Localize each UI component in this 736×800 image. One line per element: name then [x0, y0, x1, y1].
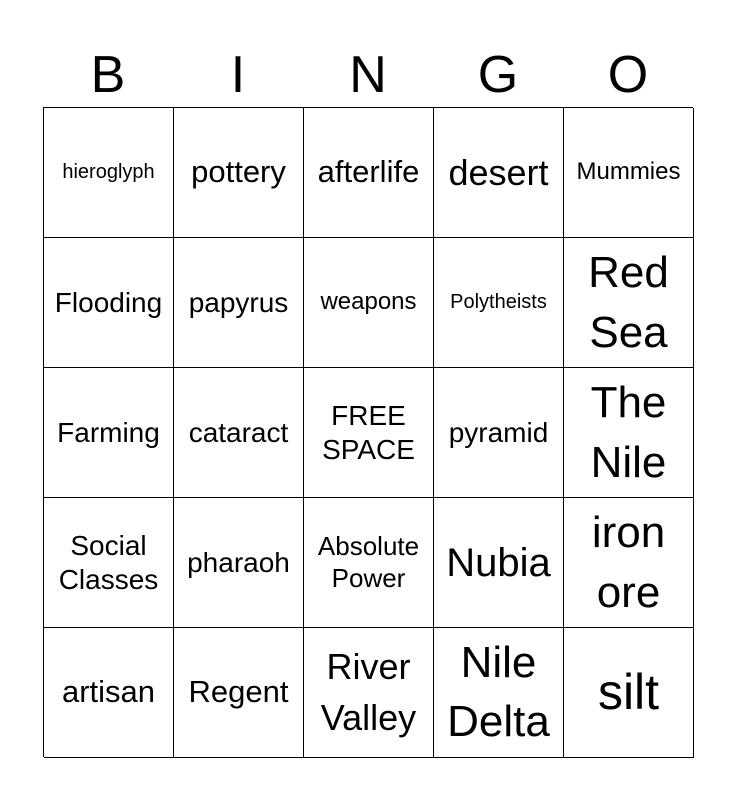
cell-text: Polytheists	[450, 291, 547, 313]
cell-text: hieroglyph	[62, 161, 155, 183]
cell-text: Farming	[57, 416, 160, 448]
bingo-cell[interactable]	[44, 498, 174, 628]
bingo-cell[interactable]	[304, 628, 434, 758]
cell-text: Flooding	[54, 286, 163, 318]
bingo-cell[interactable]	[304, 238, 434, 368]
bingo-cell[interactable]	[564, 498, 694, 628]
cell-text: Social Classes	[58, 529, 159, 595]
bingo-cell[interactable]	[434, 368, 564, 498]
bingo-cell[interactable]	[174, 108, 304, 238]
bingo-cell[interactable]	[44, 368, 174, 498]
cell-text: artisan	[61, 674, 156, 710]
bingo-cell[interactable]	[434, 498, 564, 628]
cell-text: iron ore	[591, 508, 666, 617]
bingo-cell[interactable]	[174, 238, 304, 368]
cell-text: FREE SPACE	[322, 399, 415, 465]
bingo-cell[interactable]	[174, 498, 304, 628]
bingo-header	[43, 44, 693, 106]
bingo-cell[interactable]	[174, 628, 304, 758]
cell-text: silt	[597, 664, 660, 720]
cell-text: papyrus	[188, 286, 289, 318]
cell-text: pottery	[191, 154, 286, 190]
cell-text: Nile Delta	[447, 638, 550, 746]
cell-text: Red Sea	[588, 248, 669, 357]
header-letter-g: G	[477, 46, 519, 104]
header-letter-o: O	[607, 46, 649, 104]
bingo-cell[interactable]	[304, 108, 434, 238]
bingo-cell[interactable]	[434, 108, 564, 238]
cell-text: weapons	[320, 288, 417, 316]
cell-text: cataract	[188, 416, 289, 448]
bingo-cell[interactable]	[564, 108, 694, 238]
bingo-cell[interactable]	[44, 238, 174, 368]
cell-text: pyramid	[448, 416, 549, 448]
cell-text: Regent	[188, 674, 289, 710]
bingo-cell[interactable]	[564, 238, 694, 368]
cell-text: pharaoh	[187, 546, 290, 578]
bingo-board	[43, 107, 693, 757]
bingo-cell[interactable]	[44, 628, 174, 758]
bingo-cell[interactable]	[174, 368, 304, 498]
bingo-cell[interactable]	[564, 628, 694, 758]
bingo-cell[interactable]	[564, 368, 694, 498]
header-letter-n: N	[349, 46, 387, 104]
free-space-cell[interactable]	[304, 368, 434, 498]
cell-text: desert	[448, 151, 549, 193]
cell-text: Mummies	[576, 158, 681, 186]
header-letter-b: B	[90, 46, 126, 104]
bingo-cell[interactable]	[44, 108, 174, 238]
bingo-cell[interactable]	[304, 498, 434, 628]
cell-text: Absolute Power	[317, 531, 420, 593]
bingo-cell[interactable]	[434, 238, 564, 368]
cell-text: afterlife	[317, 154, 420, 190]
cell-text: River Valley	[320, 646, 417, 738]
bingo-cell[interactable]	[434, 628, 564, 758]
cell-text: Nubia	[446, 540, 551, 585]
header-letter-i: I	[230, 46, 246, 104]
cell-text: The Nile	[590, 378, 667, 487]
